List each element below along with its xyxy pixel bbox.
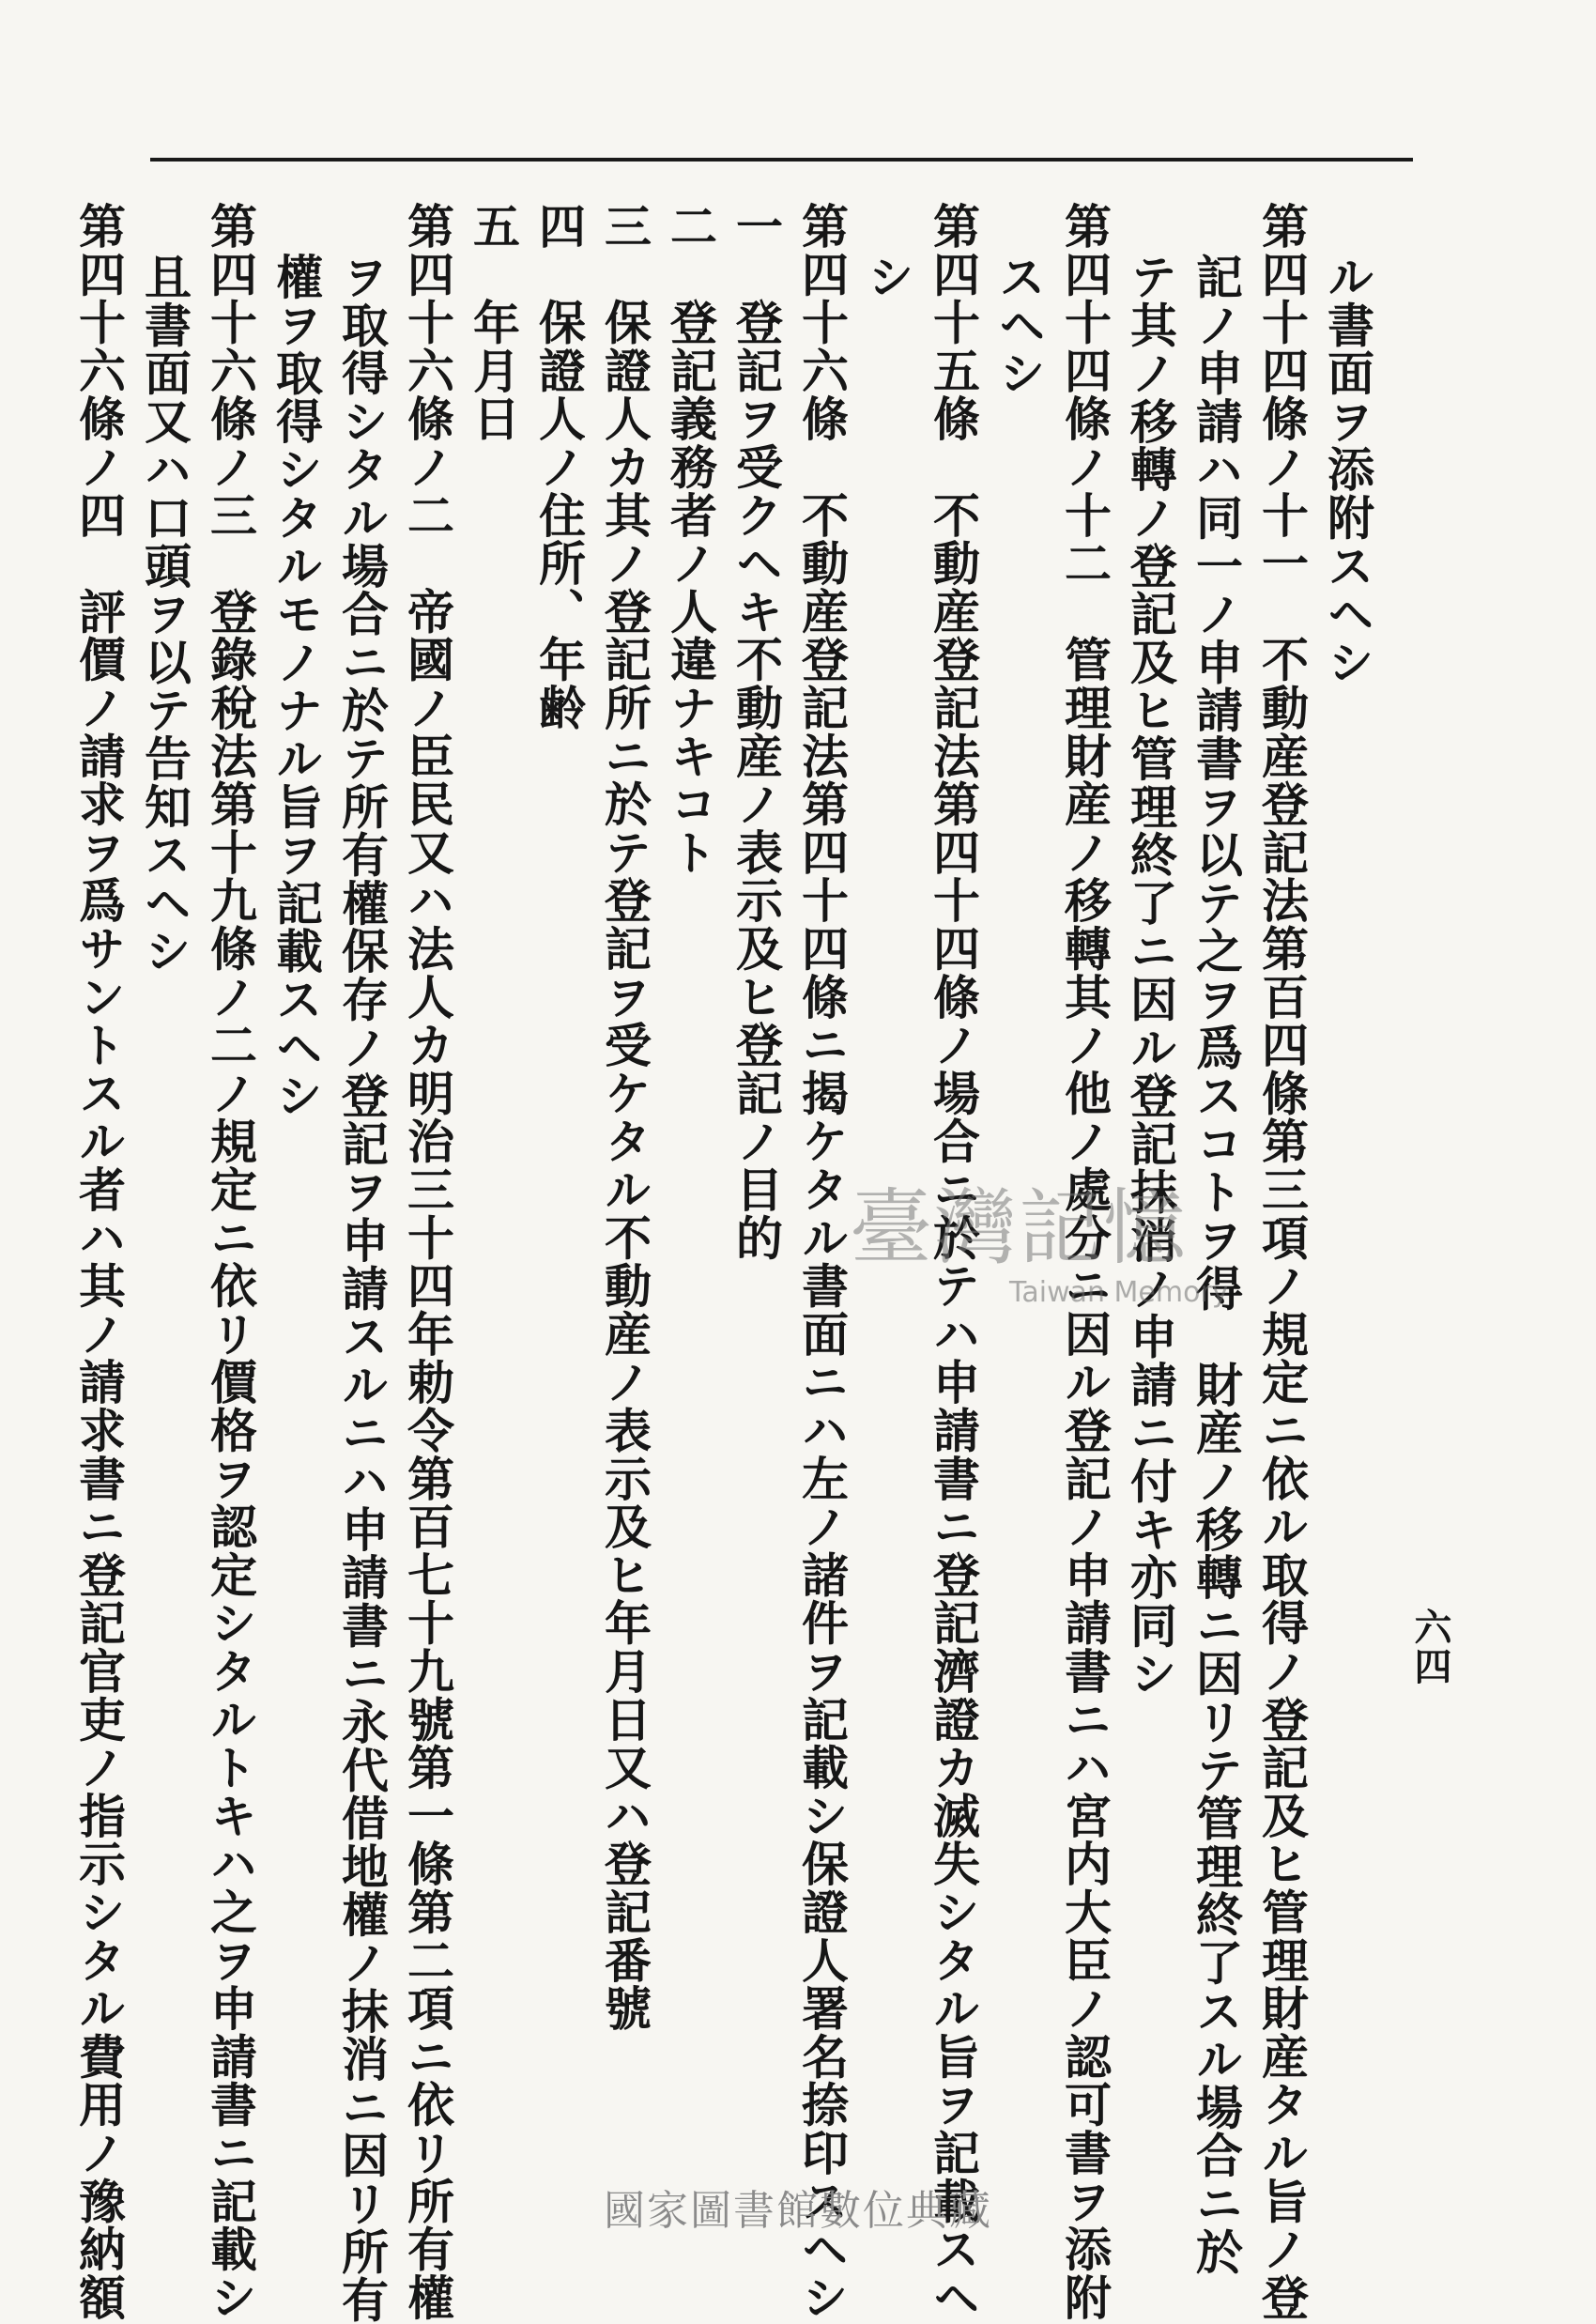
text-line: 第四十五條 不動産登記法第四十四條ノ場合ニ於テハ申請書ニ登記濟證カ滅失シタル旨ヲ記載スヘ [926,202,981,2322]
text-line: 且書面又ハ口頭ヲ以テ告知スヘシ [137,253,192,976]
text-line: 一 登記ヲ受クヘキ不動産ノ表示及ヒ登記ノ目的 [729,202,784,1262]
text-line: 第四十六條 不動産登記法第四十四條ニ揭ケタル書面ニハ左ノ諸件ヲ記載シ保證人署名捺印スヘシ [794,202,850,2322]
text-line: ル書面ヲ添附スヘシ [1320,253,1375,686]
text-line: 四 保證人ノ住所、年齢 [531,202,587,732]
text-line: 第四十六條ノ四 評價ノ請求ヲ爲サントスル者ハ其ノ請求書ニ登記官吏ノ指示シタル費用ノ豫納額 [71,202,127,2322]
text-line: 記ノ申請ハ同一ノ申請書ヲ以テ之ヲ爲スコトヲ得 財産ノ移轉ニ因リテ管理終了スル場合ニ於 [1189,253,1244,2276]
watermark [850,1179,1229,1324]
watermark-subtitle: Taiwan Memory [1009,1276,1229,1309]
footer-caption: 國家圖書館數位典藏 [604,2187,992,2235]
text-line: シ [860,253,915,301]
text-line: 第四十六條ノ二 帝國ノ臣民又ハ法人カ明治三十四年勅令第百七十九號第一條第二項ニ依リ所有權 [400,202,455,2322]
watermark-title: 臺灣記憶 [850,1179,1189,1276]
text-line: 二 登記義務者ノ人違ナキコト [663,202,718,877]
text-line: 第四十四條ノ十二 管理財産ノ移轉其ノ他ノ處分ニ因ル登記ノ申請書ニハ宮内大臣ノ認可書ヲ添附 [1057,202,1113,2322]
text-line: ヲ取得シタル場合ニ於テ所有權保存ノ登記ヲ申請スルニハ申請書ニ永代借地權ノ抹消ニ因リ所有 [334,253,390,2324]
text-line: 第四十四條ノ十一 不動産登記法第百四條第三項ノ規定ニ依ル取得ノ登記及ヒ管理財産タル旨ノ登 [1254,202,1310,2322]
text-line: スヘシ [991,253,1047,397]
text-line: テ其ノ移轉ノ登記及ヒ管理終了ニ因ル登記抹消ノ申請ニ付キ亦同シ [1123,253,1178,1698]
text-line: 權ヲ取得シタルモノナル旨ヲ記載スヘシ [269,253,324,1120]
text-line: 五 年月日 [466,202,521,443]
page-number: 六四 [1408,1608,1452,1686]
text-line: 第四十六條ノ三 登錄稅法第十九條ノ二ノ規定ニ依リ價格ヲ認定シタルトキハ之ヲ申請書ニ記載シ [203,202,258,2322]
text-line: 三 保證人カ其ノ登記所ニ於テ登記ヲ受ケタル不動産ノ表示及ヒ年月日又ハ登記番號 [597,202,652,2033]
top-rule [150,158,1413,162]
